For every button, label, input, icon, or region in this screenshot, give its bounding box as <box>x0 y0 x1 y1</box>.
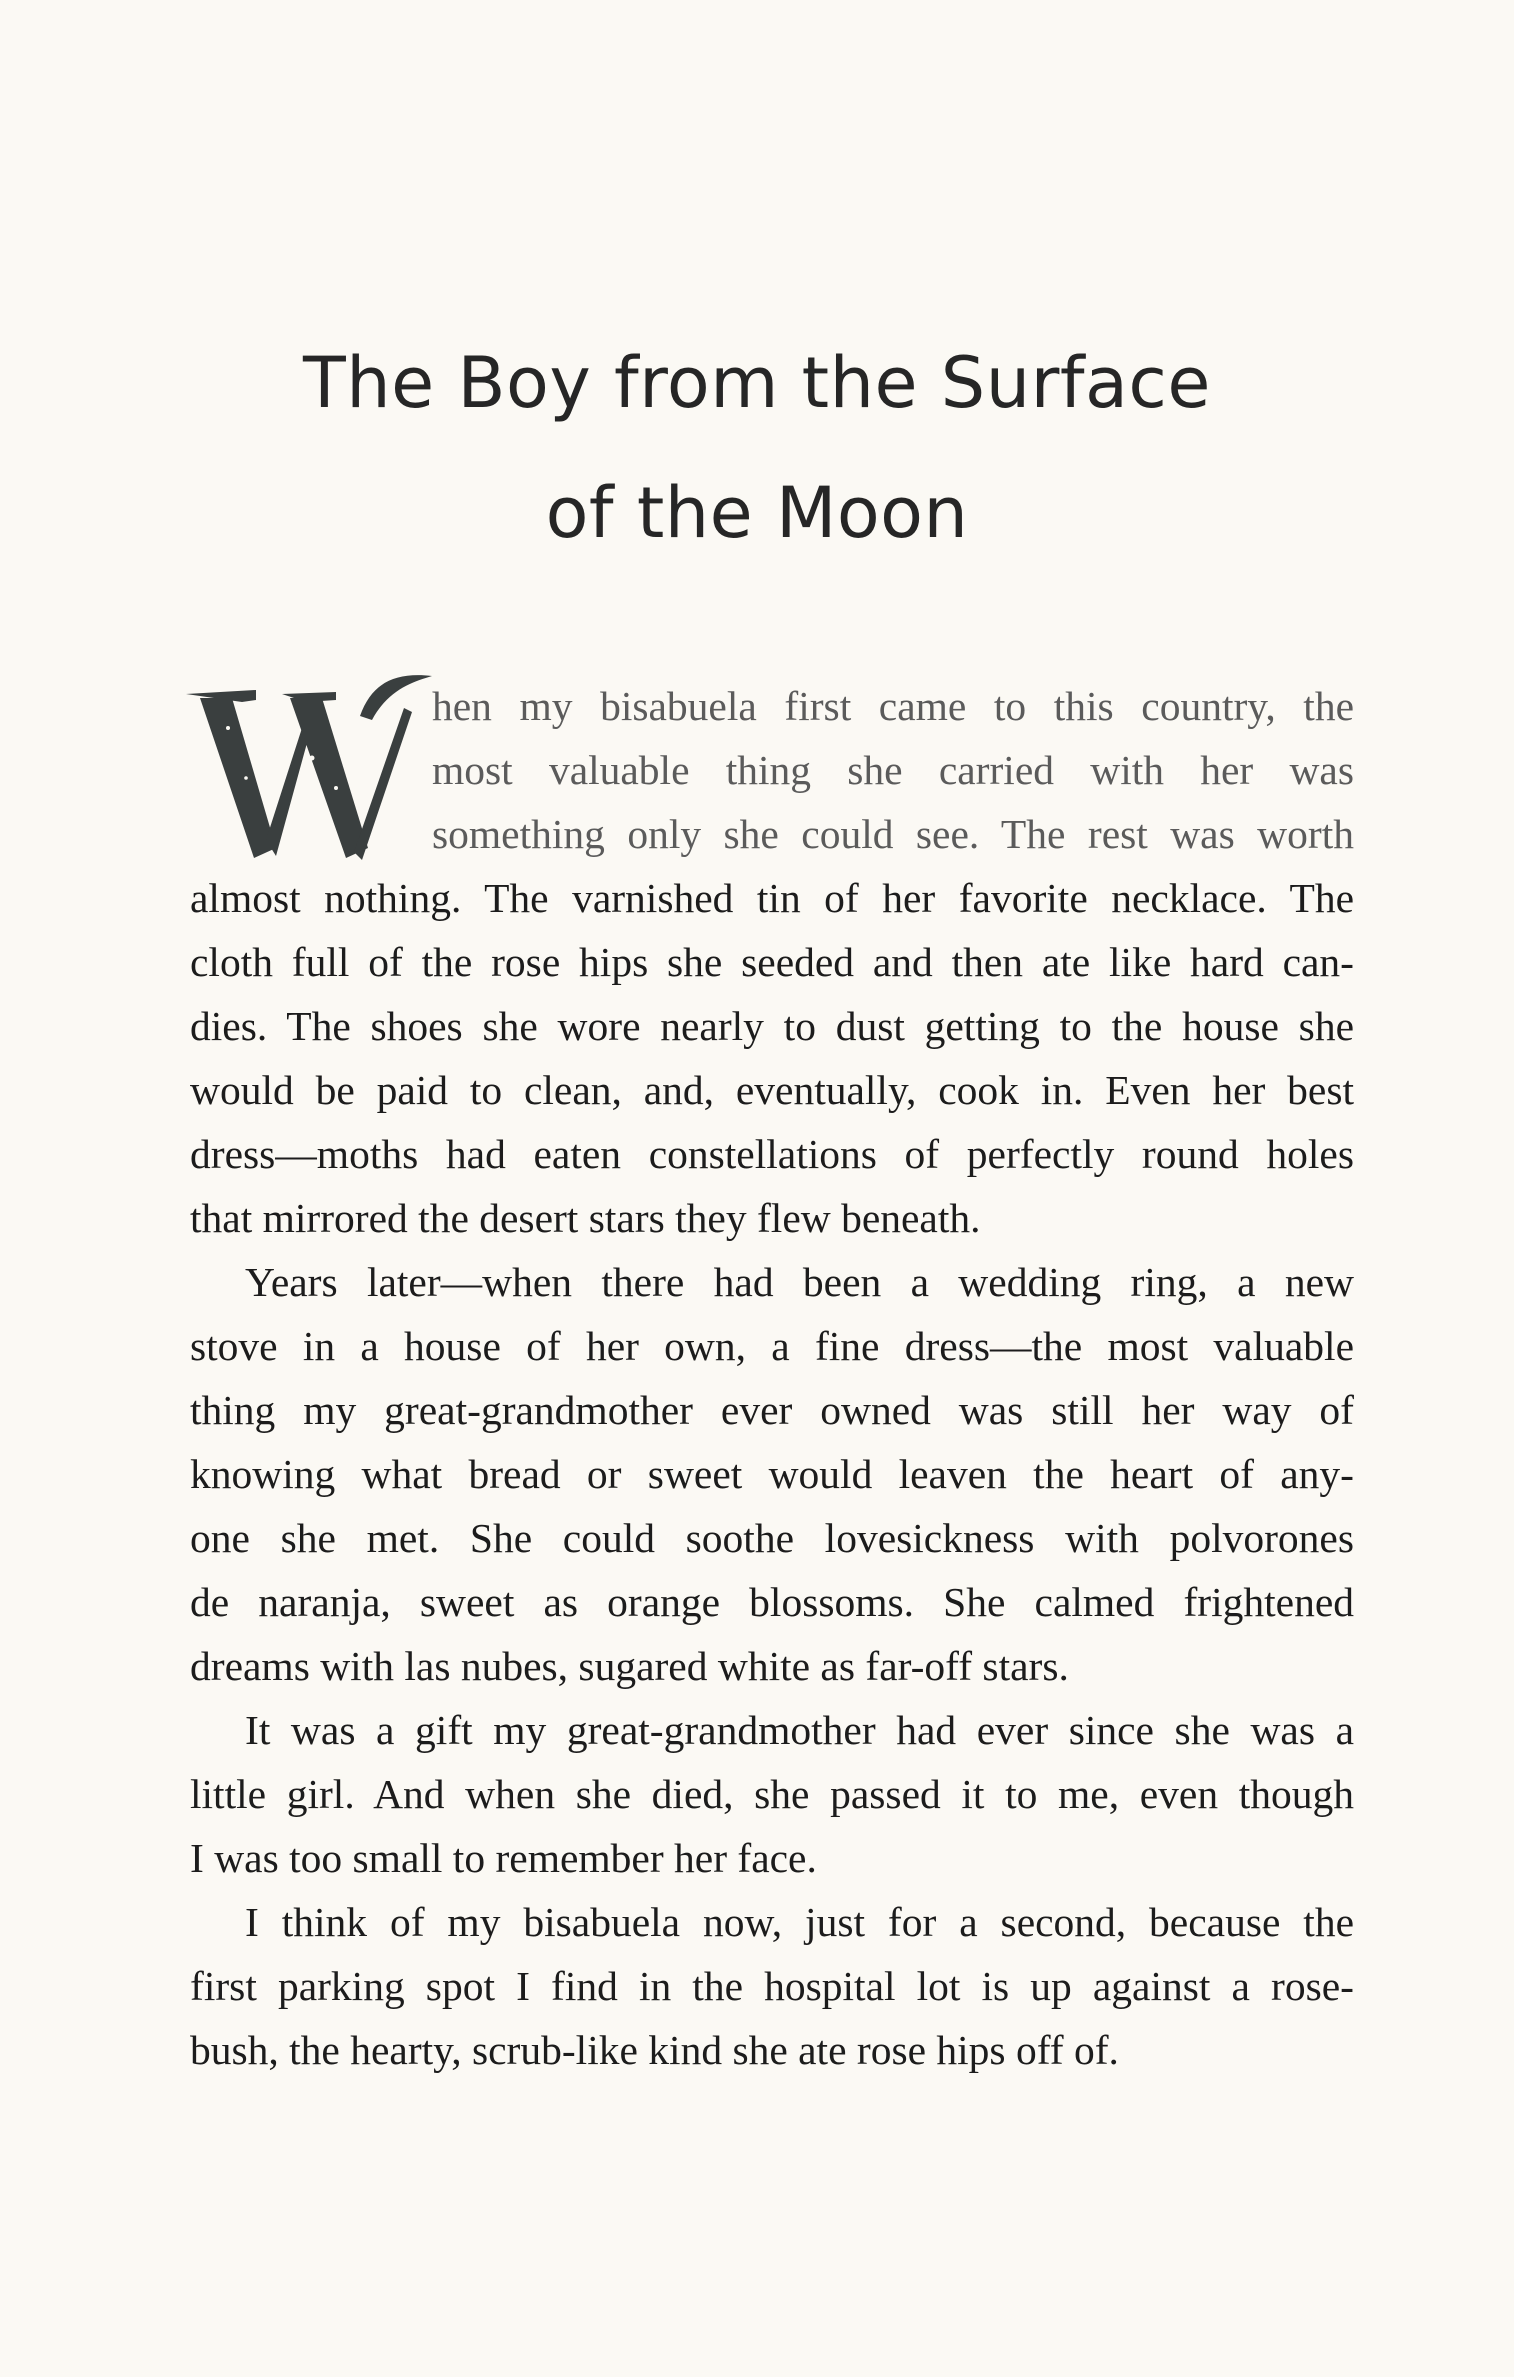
paragraph-1-line-3: something only she could see. The rest was worth <box>432 811 1354 857</box>
paragraph-4-line-1: I think of my bisabuela now, just for a second, because the <box>245 1899 1354 1945</box>
paragraph-3-line-1: It was a gift my great-grandmother had ever since she was a <box>245 1707 1354 1753</box>
chapter-title-line-1: The Boy from the Surface <box>303 342 1211 424</box>
paragraph-1-line-8: dress—moths had eaten constellations of perfectly round holes <box>190 1131 1354 1177</box>
paragraph-3-line-2: little girl. And when she died, she passed it to me, even though <box>190 1771 1354 1817</box>
drop-cap-w <box>186 668 432 864</box>
paragraph-2-line-3: thing my great-grandmother ever owned was still her way of <box>190 1387 1354 1433</box>
paragraph-1-line-7: would be paid to clean, and, eventually, cook in. Even her best <box>190 1067 1354 1113</box>
paragraph-2-line-2: stove in a house of her own, a fine dress—the most valuable <box>190 1323 1354 1369</box>
paragraph-2-line-7: dreams with las nubes, sugared white as far-off stars. <box>190 1643 1069 1689</box>
paragraph-4-line-3: bush, the hearty, scrub-like kind she ate rose hips off of. <box>190 2027 1119 2073</box>
paragraph-2-line-6: de naranja, sweet as orange blossoms. She calmed frightened <box>190 1579 1354 1625</box>
paragraph-1-line-2: most valuable thing she carried with her was <box>432 747 1354 793</box>
paragraph-2-line-1: Years later—when there had been a wedding ring, a new <box>245 1259 1354 1305</box>
paragraph-1-line-6: dies. The shoes she wore nearly to dust getting to the house she <box>190 1003 1354 1049</box>
chapter-title-line-2: of the Moon <box>545 472 969 554</box>
paragraph-1-line-1: hen my bisabuela first came to this country, the <box>432 683 1354 729</box>
paragraph-2-line-5: one she met. She could soothe lovesickness with polvorones <box>190 1515 1354 1561</box>
paragraph-1-line-9: that mirrored the desert stars they flew beneath. <box>190 1195 981 1241</box>
paragraph-1-line-4: almost nothing. The varnished tin of her favorite necklace. The <box>190 875 1354 921</box>
chapter-title <box>0 318 1514 578</box>
paragraph-1-line-5: cloth full of the rose hips she seeded and then ate like hard can- <box>190 939 1354 985</box>
paragraph-4-line-2: first parking spot I find in the hospital lot is up against a rose- <box>190 1963 1354 2009</box>
paragraph-3-line-3: I was too small to remember her face. <box>190 1835 817 1881</box>
paragraph-2-line-4: knowing what bread or sweet would leaven the heart of any- <box>190 1451 1354 1497</box>
